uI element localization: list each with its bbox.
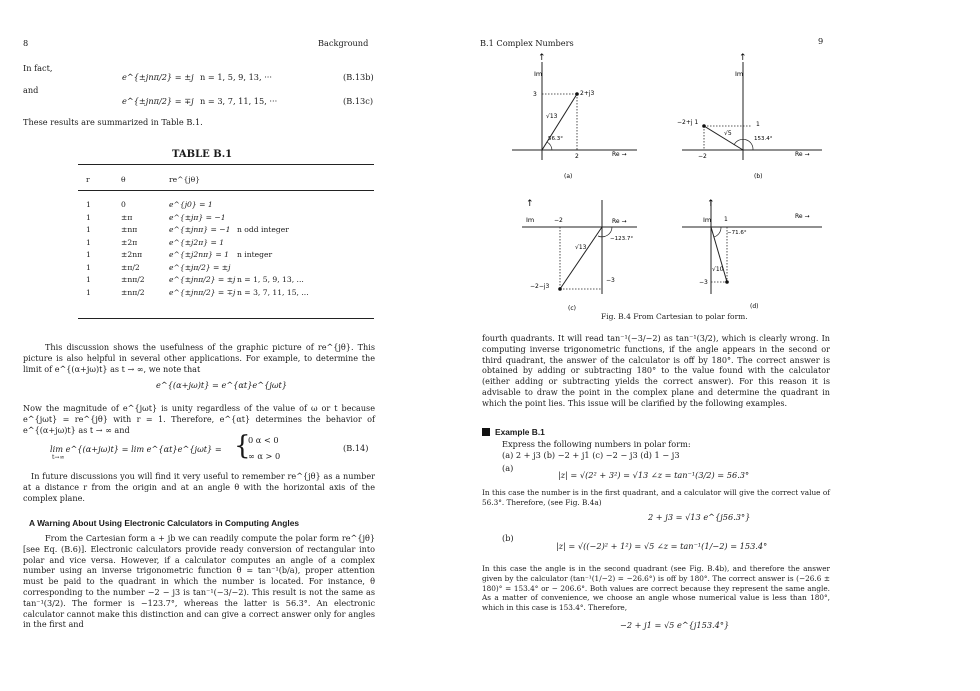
example-items: (a) 2 + j3 (b) −2 + j1 (c) −2 − j3 (d) 1 − j3 xyxy=(502,450,680,460)
panel-d xyxy=(682,199,822,310)
table-body xyxy=(78,199,337,299)
table-cell: n = 1, 5, 9, 13, ... xyxy=(237,275,304,285)
panel-a xyxy=(512,53,637,180)
point-c-label: −2−j3 xyxy=(530,283,550,290)
table-b1 xyxy=(78,173,337,299)
panel-b-y-tick: 1 xyxy=(756,121,760,128)
paragraph-quadrants: fourth quadrants. It will read tan⁻¹(−3/−2) as tan⁻¹(3/2), which is clearly wrong. In computing inverse trigonometric functions, if the angle appears in the second or third quadrant, the answer of the calculator is off by 180°. The correct answer is obtained by adding or subtracting 180° to the value found with the calculator (either adding or subtracting yields the correct answer). For this reason it is advisable to draw the point in the complex plane and determine the quadrant in which the point lies. This issue will be clarified by the following examples. xyxy=(482,333,830,408)
table-cell xyxy=(237,261,337,274)
svg-text:↑: ↑ xyxy=(707,199,715,209)
figure-caption: Fig. B.4 From Cartesian to polar form. xyxy=(601,312,748,321)
part-a-equation: |z| = √(2² + 3²) = √13 ∠z = tan⁻¹(3/2) = 56.3° xyxy=(558,470,750,480)
panel-d-mag: √10 xyxy=(712,266,724,273)
table-cell: 1 xyxy=(86,287,91,297)
point-a xyxy=(575,92,579,96)
part-b-label: (b) xyxy=(502,533,514,543)
im-label: Im xyxy=(703,216,712,224)
left-running-head: Background xyxy=(318,38,369,48)
eq-b14-case2: ∞ α > 0 xyxy=(248,451,281,461)
table-cell: 1 xyxy=(86,225,91,235)
eq-b14-case1: 0 α < 0 xyxy=(248,435,279,445)
panel-a-x-tick: 2 xyxy=(575,153,579,160)
table-cell: 1 xyxy=(86,250,91,260)
table-row xyxy=(78,286,337,299)
table-header-cell: r xyxy=(86,174,90,184)
table-row xyxy=(78,274,337,287)
point-b-label: −2+j 1 xyxy=(677,119,699,126)
eq-b13b-label: (B.13b) xyxy=(343,72,374,82)
table-row xyxy=(78,261,337,274)
table-cell xyxy=(237,236,337,249)
eq-b13b-cond: n = 1, 5, 9, 13, ··· xyxy=(200,72,273,82)
table-cell: 1 xyxy=(86,262,91,272)
table-row xyxy=(78,211,337,224)
and-text: and xyxy=(23,85,39,95)
table-cell: e^{±jπ} = −1 xyxy=(169,212,226,222)
part-a-label: (a) xyxy=(502,463,514,473)
table-cell: ±nπ xyxy=(121,225,138,235)
eq-exponential-split: e^{(α+jω)t} = e^{αt}e^{jωt} xyxy=(156,380,288,390)
table-cell xyxy=(237,199,337,212)
panel-d-caption: (d) xyxy=(750,303,759,310)
panel-c-y-tick: −3 xyxy=(606,277,615,284)
panel-a-angle: 56.3° xyxy=(548,136,563,142)
paragraph-graphic-picture: This discussion shows the usefulness of the graphic picture of re^{jθ}. This picture is also helpful in several other applications. For example, to determine the limit of e^{(α+jω)t} as t → ∞, we note that xyxy=(23,342,375,374)
table-row xyxy=(78,249,337,262)
table-cell: e^{j0} = 1 xyxy=(169,200,213,210)
svg-text:↑: ↑ xyxy=(538,53,546,63)
part-a-result: 2 + j3 = √13 e^{j56.3°} xyxy=(648,512,751,522)
eq-b13c-lhs: e^{±jnπ/2} = ∓j xyxy=(122,96,194,106)
svg-text:↑: ↑ xyxy=(526,199,534,209)
panel-b-angle: 153.4° xyxy=(754,136,773,142)
table-top-rule xyxy=(78,164,374,165)
right-page-number: 9 xyxy=(818,36,824,46)
panel-a-mag: √13 xyxy=(546,113,558,120)
example-title xyxy=(482,427,545,437)
table-cell xyxy=(237,211,337,224)
point-d xyxy=(725,280,729,284)
eq-b13c-cond: n = 3, 7, 11, 15, ··· xyxy=(200,96,278,106)
table-title: TABLE B.1 xyxy=(172,149,233,160)
panel-b-caption: (b) xyxy=(754,173,763,180)
example-bullet-icon xyxy=(482,428,490,436)
table-cell: 1 xyxy=(86,237,91,247)
part-b-result: −2 + j1 = √5 e^{j153.4°} xyxy=(620,620,730,630)
table-cell: ±π/2 xyxy=(121,262,140,272)
table-cell: e^{±jπ/2} = ±j xyxy=(169,262,231,272)
eq-b14-label: (B.14) xyxy=(343,443,369,453)
eq-b13c-label: (B.13c) xyxy=(343,96,374,106)
point-b xyxy=(702,124,706,128)
table-header-cell: θ xyxy=(121,174,126,184)
table-cell: ±nπ/2 xyxy=(121,275,145,285)
paragraph-magnitude: Now the magnitude of e^{jωt} is unity regardless of the value of ω or t because e^{jωt} = re^{jθ} with r = 1. Therefore, e^{αt} determines the behavior of e^{(α+jω)t} as t → ∞ and xyxy=(23,403,375,435)
table-cell: 0 xyxy=(121,200,126,210)
eq-b14-brace: { xyxy=(234,431,251,461)
im-label: Im xyxy=(534,70,543,78)
example-title-text: Example B.1 xyxy=(495,427,545,437)
table-cell: 1 xyxy=(86,212,91,222)
right-page xyxy=(480,0,980,691)
table-header-cell: re^{jθ} xyxy=(169,174,201,184)
re-label: Re → xyxy=(612,151,627,158)
table-cell: ±nπ/2 xyxy=(121,287,145,297)
right-running-head: B.1 Complex Numbers xyxy=(480,38,574,48)
left-page-number: 8 xyxy=(23,38,29,48)
table-row xyxy=(78,236,337,249)
im-label: Im xyxy=(735,70,744,78)
example-prompt: Express the following numbers in polar form: xyxy=(502,439,691,449)
table-bottom-rule xyxy=(78,318,374,319)
panel-b xyxy=(677,53,822,180)
summary-text: These results are summarized in Table B.1. xyxy=(23,117,203,127)
panel-c-angle: −123.7° xyxy=(610,236,634,242)
table-header-cell xyxy=(237,173,337,186)
table-row xyxy=(78,199,337,212)
figure-b4 xyxy=(512,50,852,320)
panel-d-x-tick: 1 xyxy=(724,216,728,223)
point-a-label: 2+j3 xyxy=(580,90,595,97)
part-b-text: In this case the angle is in the second quadrant (see Fig. B.4b), and therefore the answer given by the calculator (tan⁻¹(1/−2) = −26.6°) is off by 180°. The correct answer is (−26.6 ± 180)° = 153.4° or − 206.6°. Both values are correct because they represent the same angle. As a matter of convenience, we choose an angle whose numerical value is less than 180°, which in this case is 153.4°. Therefore, xyxy=(482,564,830,613)
table-cell: n odd integer xyxy=(237,225,289,235)
table-cell: e^{±jnπ/2} = ±j xyxy=(169,275,236,285)
im-label: Im xyxy=(526,216,535,224)
table-cell: e^{±j2π} = 1 xyxy=(169,237,225,247)
panel-c xyxy=(522,199,637,312)
table-cell: 1 xyxy=(86,200,91,210)
point-c xyxy=(558,287,562,291)
re-label: Re → xyxy=(795,151,810,158)
svg-text:↑: ↑ xyxy=(739,53,747,63)
table-block xyxy=(78,173,337,299)
re-label: Re → xyxy=(612,218,627,225)
in-fact-text: In fact, xyxy=(23,63,53,73)
panel-a-caption: (a) xyxy=(564,173,573,180)
re-label: Re → xyxy=(795,213,810,220)
panel-b-x-tick: −2 xyxy=(698,153,707,160)
panel-c-caption: (c) xyxy=(568,305,576,312)
panel-a-y-tick: 3 xyxy=(533,91,537,98)
table-cell: n = 3, 7, 11, 15, ... xyxy=(237,287,309,297)
panel-d-angle: −71.6° xyxy=(727,230,747,236)
part-b-equation: |z| = √((−2)² + 1²) = √5 ∠z = tan⁻¹(1/−2) = 153.4° xyxy=(556,541,768,551)
eq-b13b-lhs: e^{±jnπ/2} = ±j xyxy=(122,72,194,82)
panel-b-mag: √5 xyxy=(724,130,732,137)
eq-b14-sub: t→∞ xyxy=(52,454,65,461)
eq-b14-lhs: lim e^{(α+jω)t} = lim e^{αt}e^{jωt} = xyxy=(50,444,222,454)
paragraph-future: In future discussions you will find it very useful to remember re^{jθ} as a number at a distance r from the origin and at an angle θ with the horizontal axis of the complex plane. xyxy=(23,471,376,503)
table-cell: 1 xyxy=(86,275,91,285)
table-cell: e^{±j2nπ} = 1 xyxy=(169,250,229,260)
panel-d-y-tick: −3 xyxy=(699,279,708,286)
table-cell: ±2π xyxy=(121,237,138,247)
paragraph-calculator-warning: From the Cartesian form a + jb we can readily compute the polar form re^{jθ} [see Eq. (B.6)]. Electronic calculators provide ready conversion of rectangular into polar and vice versa. However, if a calculator computes an angle of a complex number using an inverse trigonometric function θ = tan⁻¹(b/a), proper attention must be paid to the quadrant in which the number is located. For instance, θ corresponding to the number −2 − j3 is tan⁻¹(−3/−2). This result is not the same as tan⁻¹(3/2). The former is −123.7°, whereas the latter is 56.3°. An electronic calculator cannot make this distinction and can give a correct answer only for angles in the first and xyxy=(23,533,375,630)
panel-c-mag: √13 xyxy=(575,244,587,251)
part-a-text: In this case the number is in the first quadrant, and a calculator will give the correct value of 56.3°. Therefore, (see Fig. B.4a) xyxy=(482,488,830,507)
table-cell: ±π xyxy=(121,212,133,222)
table-header-row xyxy=(78,173,337,186)
panel-c-x-tick: −2 xyxy=(554,217,563,224)
table-row xyxy=(78,224,337,237)
table-cell: n integer xyxy=(237,250,273,260)
section-heading: A Warning About Using Electronic Calculators in Computing Angles xyxy=(29,518,300,528)
table-cell: e^{±jnπ} = −1 xyxy=(169,225,231,235)
table-cell: e^{±jnπ/2} = ∓j xyxy=(169,287,236,297)
table-cell: ±2nπ xyxy=(121,250,143,260)
